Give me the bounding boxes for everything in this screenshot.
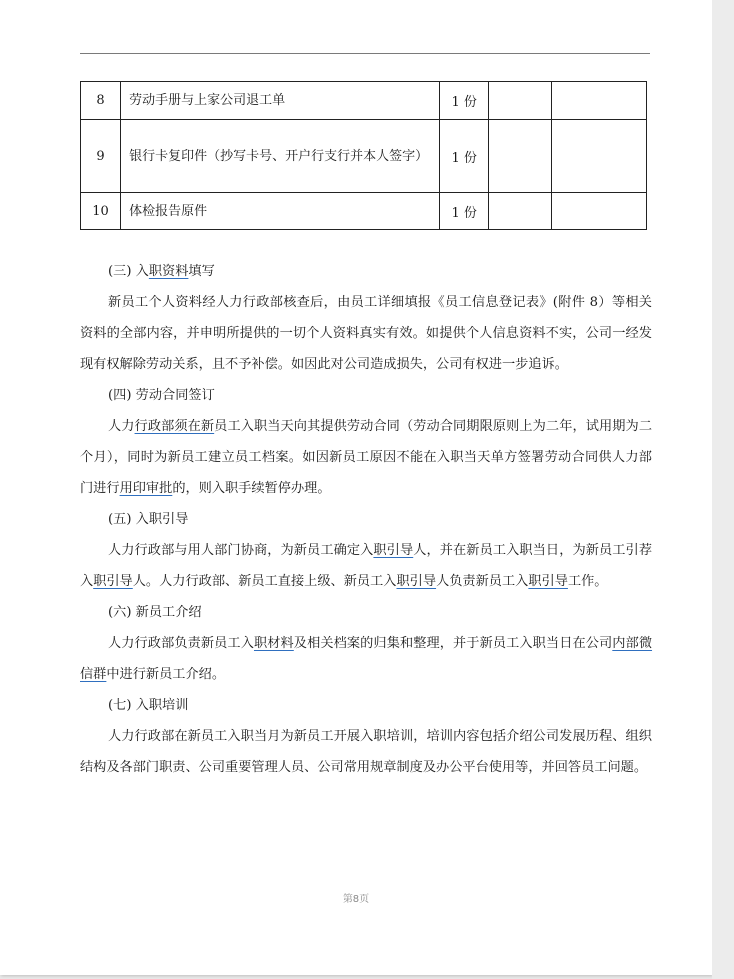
section-heading-3: (三) 入职资料填写 (108, 264, 215, 279)
section-4-paragraph: 人力行政部须在新员工入职当天向其提供劳动合同（劳动合同期限原则上为二年，试用期为二个月），同时为新员工建立员工档案。如因新员工原因不能在入职当天单方签署劳动合同供人力部门进行用印审批的，则入职手续暂停办理。 (80, 419, 653, 496)
quantity: 1 份 (440, 193, 489, 230)
quantity: 1 份 (440, 82, 489, 120)
document-checklist-table (80, 81, 647, 230)
section-3-paragraph: 新员工个人资料经人力行政部核查后，由员工详细填报《员工信息登记表》(附件 8）等相关资料的全部内容，并申明所提供的一切个人资料真实有效。如提供个人信息资料不实，公司一经发现有权解除劳动关系，且不予补偿。如因此对公司造成损失，公司有权进一步追诉。 (80, 295, 652, 372)
header-rule (80, 53, 650, 54)
viewer-background (712, 0, 734, 979)
empty-cell (551, 193, 646, 230)
empty-cell (489, 82, 552, 120)
section-7-paragraph: 人力行政部在新员工入职当月为新员工开展入职培训，培训内容包括介绍公司发展历程、组织结构及各部门职责、公司重要管理人员、公司常用规章制度及办公平台使用等，并回答员工问题。 (80, 729, 652, 775)
document-name: 银行卡复印件（抄写卡号、开户行支行并本人签字） (121, 120, 440, 193)
row-number: 8 (81, 82, 121, 120)
quantity: 1 份 (440, 120, 489, 193)
row-number: 10 (81, 193, 121, 230)
document-name: 体检报告原件 (121, 193, 440, 230)
table-row (81, 193, 647, 230)
section-5-paragraph: 人力行政部与用人部门协商，为新员工确定入职引导人，并在新员工入职当日，为新员工引荐入职引导人。人力行政部、新员工直接上级、新员工入职引导人负责新员工入职引导工作。 (80, 543, 652, 589)
empty-cell (551, 120, 646, 193)
row-number: 9 (81, 120, 121, 193)
table-row (81, 82, 647, 120)
document-body (80, 256, 652, 783)
page-number: 第8页 (342, 894, 370, 905)
empty-cell (489, 193, 552, 230)
section-heading-5: (五) 入职引导 (108, 512, 189, 527)
table-row (81, 120, 647, 193)
empty-cell (489, 120, 552, 193)
empty-cell (551, 82, 646, 120)
document-name: 劳动手册与上家公司退工单 (121, 82, 440, 120)
section-6-paragraph: 人力行政部负责新员工入职材料及相关档案的归集和整理，并于新员工入职当日在公司内部微信群中进行新员工介绍。 (80, 636, 653, 682)
section-heading-7: (七) 入职培训 (108, 698, 189, 713)
section-heading-6: (六) 新员工介绍 (108, 605, 202, 620)
section-heading-4: (四) 劳动合同签订 (108, 388, 215, 403)
